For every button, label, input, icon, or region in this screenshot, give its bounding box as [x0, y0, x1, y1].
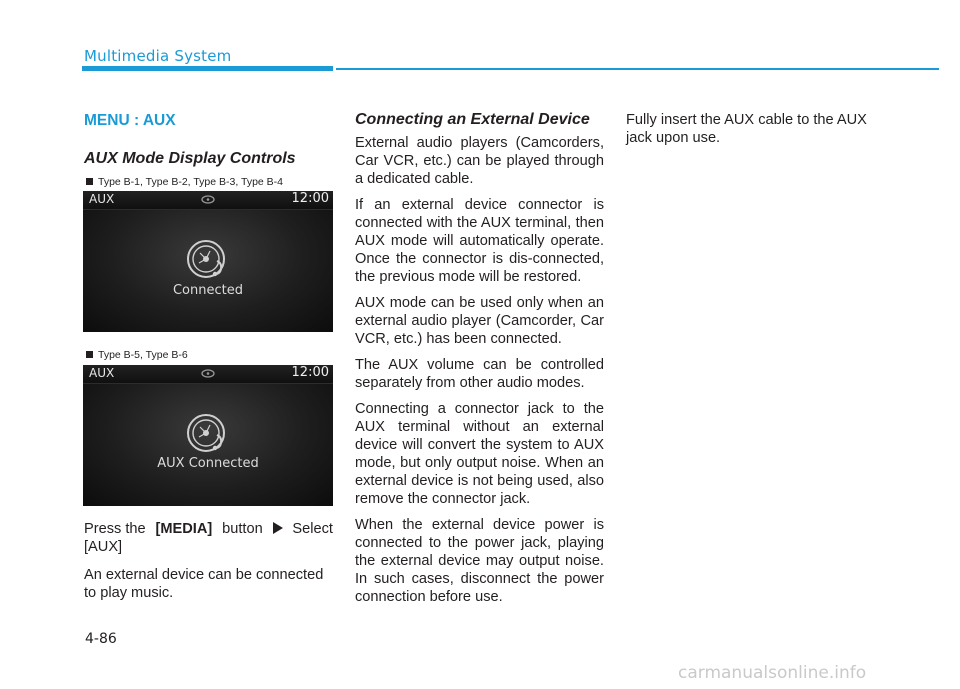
section-title: Multimedia System: [84, 47, 232, 65]
paragraph: Fully insert the AUX cable to the AUX jack upon use.: [626, 112, 867, 146]
aux-screen-1: [83, 191, 333, 332]
instruction-select: Select: [292, 521, 333, 537]
aux-mini-icon: [201, 369, 215, 378]
instruction-text: [84, 520, 333, 610]
type-label-2-text: Type B-5, Type B-6: [98, 349, 188, 361]
screen-topbar: [83, 191, 333, 210]
connection-status: Connected: [172, 283, 243, 298]
connecting-body: [355, 134, 604, 614]
paragraph: External audio players (Camcorders, Car VCR, etc.) can be played through a dedicated cable.: [355, 135, 604, 187]
square-bullet-icon: [86, 178, 93, 185]
header-rule-thick: [82, 66, 333, 71]
screen-mode-label: AUX: [89, 366, 115, 380]
watermark: carmanualsonline.info: [678, 663, 867, 683]
header-rule-thin: [336, 68, 939, 70]
type-label-2: [86, 349, 188, 361]
screen-clock: 12:00: [291, 191, 329, 206]
type-label-1-text: Type B-1, Type B-2, Type B-3, Type B-4: [98, 176, 284, 188]
type-label-1: [86, 176, 283, 188]
aux-display-subheading: AUX Mode Display Controls: [84, 150, 296, 167]
aux-disc-icon: [186, 411, 230, 455]
instruction-line: [84, 520, 333, 538]
arrow-right-icon: [273, 522, 283, 534]
paragraph: Connecting a connector jack to the AUX terminal without an external device will convert the system to AUX mode, but only output noise. When an external device is not being used, also remove the connector jack.: [355, 401, 604, 507]
aux-screen-2: [83, 365, 333, 506]
aux-disc-icon: [186, 237, 230, 281]
screen-mode-label: AUX: [89, 192, 115, 206]
paragraph: When the external device power is connected to the power jack, playing the external device may output noise. In such cases, disconnect the power connection before use.: [355, 517, 604, 605]
square-bullet-icon: [86, 351, 93, 358]
instruction-note: An external device can be connected to play music.: [84, 567, 324, 601]
menu-heading: MENU : AUX: [84, 112, 176, 129]
connection-status: AUX Connected: [157, 456, 259, 471]
instruction-option: [AUX]: [84, 539, 123, 555]
screen-clock: 12:00: [291, 365, 329, 380]
paragraph: AUX mode can be used only when an external audio player (Camcorder, Car VCR, etc.) has been connected.: [355, 295, 604, 347]
screen-topbar: [83, 365, 333, 384]
media-button-label: [MEDIA]: [155, 521, 213, 537]
paragraph: If an external device connector is connected with the AUX terminal, then AUX mode will automatically operate. Once the connector is dis-connected, the previous mode will be restored.: [355, 197, 604, 285]
right-column-text: [626, 111, 884, 155]
aux-mini-icon: [201, 195, 215, 204]
connecting-heading: Connecting an External Device: [355, 111, 590, 128]
instruction-press: Press the: [84, 521, 146, 537]
page-number: 4-86: [85, 631, 117, 647]
paragraph: The AUX volume can be controlled separately from other audio modes.: [355, 357, 604, 391]
instruction-button-word: button: [222, 521, 263, 537]
